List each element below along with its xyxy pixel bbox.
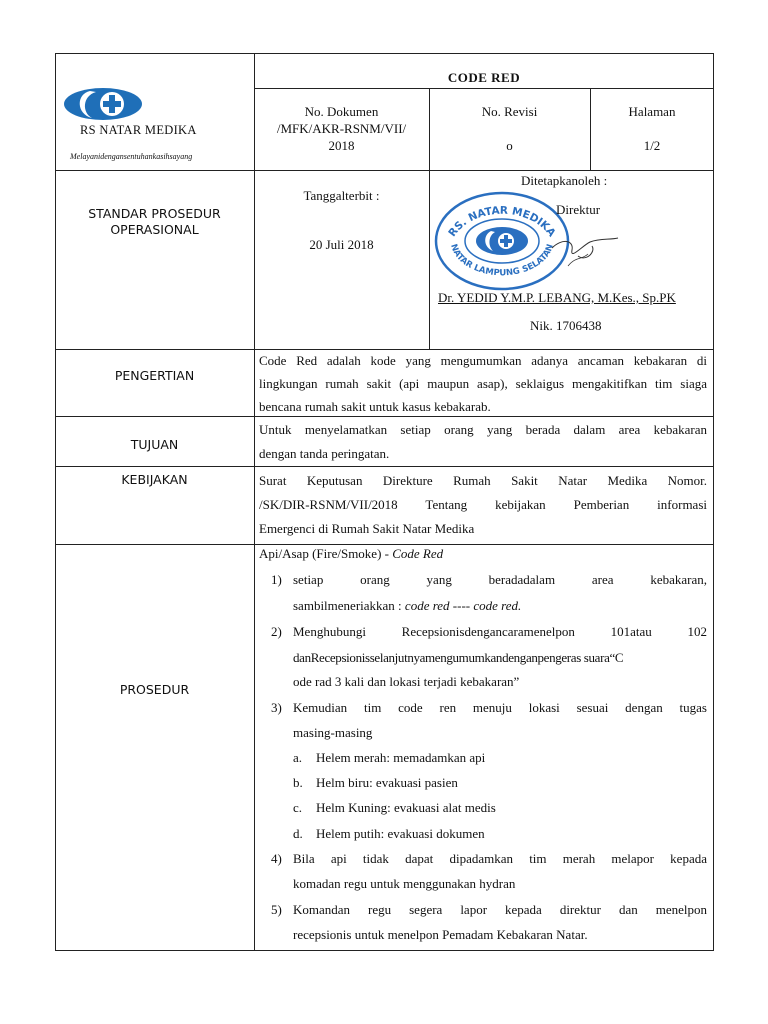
step-4-line-1: Bila api tidak dapat dipadamkan tim merah melapor kepada	[293, 851, 707, 866]
row-divider-4	[55, 466, 714, 467]
step-2-line-3: ode rad 3 kali dan lokasi terjadi kebakaran”	[293, 674, 520, 689]
step-4-number: 4)	[271, 851, 282, 866]
page-label: Halaman	[628, 104, 676, 119]
revision-label: No. Revisi	[481, 104, 538, 119]
issue-date-value: 20 Juli 2018	[309, 237, 374, 252]
doc-number-label: No. Dokumen	[304, 104, 379, 119]
step-5-line-1: Komandan regu segera lapor kepada direktur dan menelpon	[293, 902, 707, 917]
sub-a-letter: a.	[293, 750, 303, 765]
sub-c-text: Helm Kuning: evakuasi alat medis	[316, 800, 496, 815]
prosedur-label: PROSEDUR	[119, 682, 190, 697]
kebijakan-line-3: Emergenci di Rumah Sakit Natar Medika	[259, 521, 475, 536]
header-title-divider	[254, 88, 714, 89]
stamp-bottom-text: NATAR LAMPUNG SELATAN	[448, 242, 556, 279]
step-5-line-2: recepsionis untuk menelpon Pemadam Kebakaran Natar.	[293, 927, 588, 942]
approver-title: Direktur	[556, 202, 601, 217]
hospital-tagline: Melayanidengansentuhankasihsayang	[70, 152, 193, 161]
row-divider-1	[55, 170, 714, 171]
pengertian-line-1: Code Red adalah kode yang mengumumkan adanya ancaman kebakaran di	[259, 353, 707, 368]
step-4-line-2: komadan regu untuk menggunakan hydran	[293, 876, 516, 891]
step-3-line-1: Kemudian tim code ren menuju lokasi sesuai dengan tugas	[293, 700, 707, 715]
step-1-line-2	[293, 598, 521, 614]
pengertian-line-3: bencana rumah sakit untuk kasus kebakarab.	[259, 399, 491, 414]
header-col-divider-2	[590, 88, 591, 170]
sub-d-letter: d.	[293, 826, 303, 841]
pengertian-line-2: lingkungan rumah sakit (api maupun asap), seklaigus mengakitifkan tim siaga	[259, 376, 707, 391]
doc-number-year: 2018	[328, 138, 355, 153]
table-border-left	[55, 53, 56, 951]
tujuan-line-2: dengan tanda peringatan.	[259, 446, 390, 461]
table-border-top	[55, 53, 714, 54]
page-value: 1/2	[643, 138, 661, 153]
document-title: CODE RED	[447, 70, 521, 85]
sop-label-line-2: OPERASIONAL	[110, 222, 199, 237]
step-1-number: 1)	[271, 572, 282, 587]
row-divider-5	[55, 544, 714, 545]
doc-number-value: /MFK/AKR-RSNM/VII/	[276, 121, 407, 136]
table-border-bottom	[55, 950, 714, 951]
hospital-name: RS NATAR MEDIKA	[80, 123, 197, 137]
kebijakan-line-2: /SK/DIR-RSNM/VII/2018 Tentang kebijakan Pemberian informasi	[259, 497, 707, 512]
issue-date-label: Tanggalterbit :	[303, 188, 380, 203]
pengertian-label: PENGERTIAN	[114, 368, 195, 383]
kebijakan-line-1: Surat Keputusan Direkture Rumah Sakit Natar Medika Nomor.	[259, 473, 707, 488]
stamp-top-text: RS. NATAR MEDIKA	[446, 204, 558, 240]
prosedur-heading-text: Api/Asap (Fire/Smoke) -	[259, 546, 393, 561]
step-3-number: 3)	[271, 700, 282, 715]
tujuan-line-1: Untuk menyelamatkan setiap orang yang berada dalam area kebakaran	[259, 422, 707, 437]
tujuan-label: TUJUAN	[130, 437, 179, 452]
sub-c-letter: c.	[293, 800, 303, 815]
table-border-right	[713, 53, 714, 951]
step-3-line-2: masing-masing	[293, 725, 373, 740]
step-2-number: 2)	[271, 624, 282, 639]
kebijakan-label: KEBIJAKAN	[121, 472, 188, 487]
sub-b-text: Helm biru: evakuasi pasien	[316, 775, 458, 790]
sop-label-line-1: STANDAR PROSEDUR	[88, 206, 221, 221]
step-1-line-1: setiap orang yang beradadalam area kebakaran,	[293, 572, 707, 587]
approver-name: Dr. YEDID Y.M.P. LEBANG, M.Kes., Sp.PK	[438, 290, 676, 305]
prosedur-heading	[259, 546, 443, 562]
sub-a-text: Helem merah: memadamkan api	[316, 750, 486, 765]
signature-icon	[548, 226, 628, 274]
prosedur-heading-italic: Code Red	[392, 546, 444, 561]
header-col-divider-1	[429, 88, 430, 350]
approved-by-label: Ditetapkanoleh :	[521, 173, 608, 188]
step-5-number: 5)	[271, 902, 282, 917]
step-2-line-2: danRecepsionisselanjutnyamengumumkandenganpengeras suara“C	[293, 650, 624, 665]
sub-b-letter: b.	[293, 775, 303, 790]
sub-d-text: Helem putih: evakuasi dokumen	[316, 826, 485, 841]
step-2-line-1: Menghubungi Recepsionisdengancaramenelpon 101atau 102	[293, 624, 707, 639]
approver-nik: Nik. 1706438	[530, 318, 602, 333]
hospital-logo-icon	[62, 86, 144, 122]
revision-value: o	[506, 138, 513, 153]
step-1-line-2-italic: code red ---- code red.	[404, 598, 522, 613]
step-1-line-2-text: sambilmeneriakkan :	[293, 598, 405, 613]
